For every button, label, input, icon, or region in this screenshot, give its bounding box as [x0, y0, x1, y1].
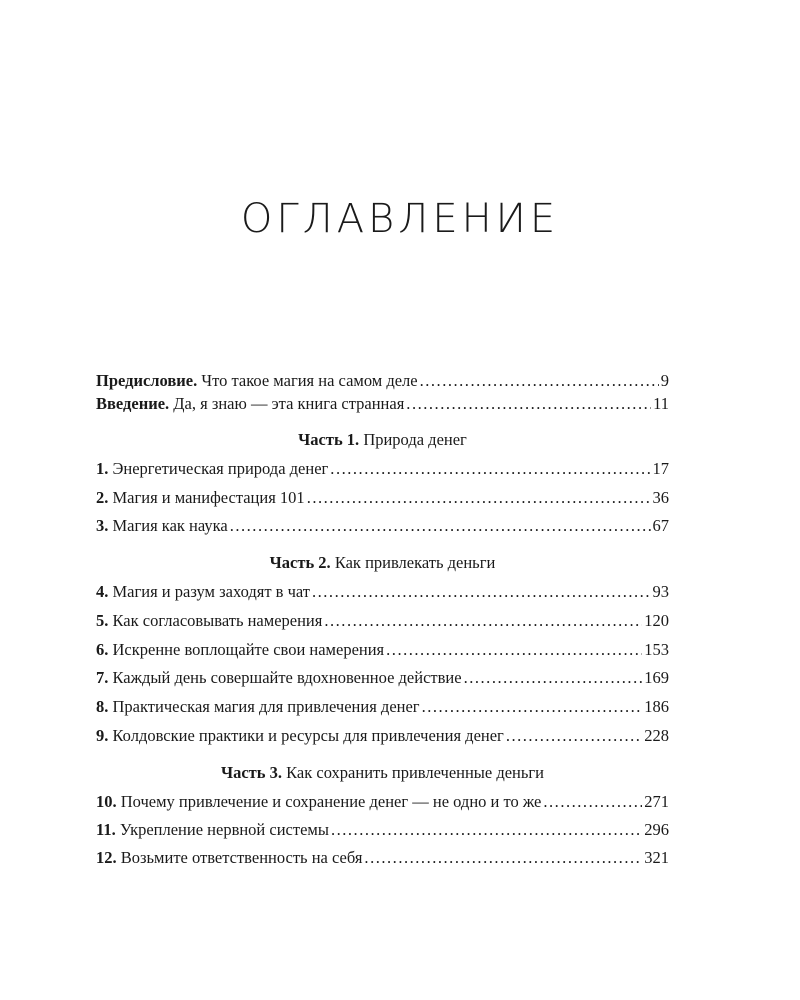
- page-number: 228: [644, 726, 669, 745]
- page-number: 296: [644, 820, 669, 839]
- page-number: 271: [644, 792, 669, 811]
- chapter-number: 1.: [96, 459, 109, 478]
- dot-leader: [422, 697, 643, 717]
- entry-title: [96, 394, 404, 414]
- entry-text: Колдовские практики и ресурсы для привлечения денег: [112, 726, 504, 745]
- dot-leader: [324, 611, 642, 631]
- entry-text: Возьмите ответственность на себя: [120, 848, 363, 867]
- toc-entry-chapter-11[interactable]: [96, 820, 669, 840]
- toc-entry-chapter-10[interactable]: [96, 792, 669, 812]
- page-title: ОГЛАВЛЕНИЕ: [240, 196, 560, 242]
- toc-entry-chapter-9[interactable]: [96, 726, 669, 746]
- dot-leader: [420, 371, 659, 391]
- part-heading-3: [96, 763, 669, 783]
- toc-entry-chapter-8[interactable]: [96, 697, 669, 717]
- dot-leader: [331, 820, 642, 840]
- entry-title: [96, 640, 384, 660]
- entry-title: [96, 668, 462, 688]
- chapter-number: 10.: [96, 792, 117, 811]
- page-number: 169: [644, 668, 669, 687]
- toc-entry-chapter-1[interactable]: [96, 459, 669, 479]
- dot-leader: [386, 640, 642, 660]
- toc-entry-chapter-3[interactable]: [96, 516, 669, 536]
- toc-entry-chapter-7[interactable]: [96, 668, 669, 688]
- part-label: Часть 2.: [269, 553, 331, 572]
- dot-leader: [312, 582, 651, 602]
- page-number: 120: [644, 611, 669, 630]
- entry-title: [96, 697, 420, 717]
- table-of-contents: [96, 0, 669, 1000]
- entry-title: [96, 516, 228, 536]
- part-text: Природа денег: [363, 430, 467, 449]
- chapter-number: 12.: [96, 848, 117, 867]
- entry-title: [96, 459, 328, 479]
- entry-text: Магия как наука: [112, 516, 228, 535]
- dot-leader: [330, 459, 650, 479]
- page-number: 67: [652, 516, 669, 535]
- entry-text: Да, я знаю — эта книга странная: [173, 394, 405, 413]
- chapter-number: 3.: [96, 516, 109, 535]
- dot-leader: [230, 516, 651, 536]
- chapter-number: 6.: [96, 640, 109, 659]
- dot-leader: [464, 668, 643, 688]
- entry-title: [96, 848, 362, 868]
- entry-title: [96, 582, 310, 602]
- entry-title: [96, 488, 305, 508]
- part-heading-1: [96, 430, 669, 450]
- toc-entry-chapter-6[interactable]: [96, 640, 669, 660]
- entry-text: Укрепление нервной системы: [119, 820, 329, 839]
- chapter-number: 8.: [96, 697, 109, 716]
- chapter-number: 5.: [96, 611, 109, 630]
- toc-entry-chapter-4[interactable]: [96, 582, 669, 602]
- entry-title: [96, 611, 322, 631]
- page-number: 11: [653, 394, 669, 413]
- entry-title: [96, 820, 329, 840]
- entry-text: Энергетическая природа денег: [112, 459, 329, 478]
- entry-title: [96, 371, 418, 391]
- entry-text: Магия и манифестация 101: [112, 488, 305, 507]
- page-number: 153: [644, 640, 669, 659]
- part-heading-2: [96, 553, 669, 573]
- page-number: 186: [644, 697, 669, 716]
- entry-text: Каждый день совершайте вдохновенное действие: [112, 668, 462, 687]
- entry-text: Почему привлечение и сохранение денег — не одно и то же: [120, 792, 542, 811]
- part-text: Как сохранить привлеченные деньги: [286, 763, 545, 782]
- entry-title: [96, 726, 504, 746]
- dot-leader: [543, 792, 642, 812]
- dot-leader: [406, 394, 651, 414]
- page-number: 321: [644, 848, 669, 867]
- page-number: 93: [652, 582, 669, 601]
- toc-entry-chapter-5[interactable]: [96, 611, 669, 631]
- chapter-number: 4.: [96, 582, 109, 601]
- entry-title: [96, 792, 541, 812]
- chapter-number: 11.: [96, 820, 116, 839]
- entry-text: Магия и разум заходят в чат: [112, 582, 310, 601]
- part-label: Часть 1.: [298, 430, 360, 449]
- part-text: Как привлекать деньги: [334, 553, 496, 572]
- chapter-number: 7.: [96, 668, 109, 687]
- page-number: 17: [652, 459, 669, 478]
- dot-leader: [364, 848, 642, 868]
- dot-leader: [307, 488, 651, 508]
- entry-label: Предисловие.: [96, 371, 198, 390]
- entry-text: Как согласовывать намерения: [112, 611, 323, 630]
- chapter-number: 9.: [96, 726, 109, 745]
- page-number: 9: [660, 371, 669, 390]
- page-number: 36: [652, 488, 669, 507]
- dot-leader: [506, 726, 642, 746]
- toc-entry-preface[interactable]: [96, 371, 669, 391]
- chapter-number: 2.: [96, 488, 109, 507]
- entry-text: Искренне воплощайте свои намерения: [112, 640, 385, 659]
- entry-text: Практическая магия для привлечения денег: [112, 697, 420, 716]
- entry-label: Введение.: [96, 394, 170, 413]
- part-label: Часть 3.: [220, 763, 282, 782]
- toc-entry-introduction[interactable]: [96, 394, 669, 414]
- toc-entry-chapter-2[interactable]: [96, 488, 669, 508]
- toc-entry-chapter-12[interactable]: [96, 848, 669, 868]
- entry-text: Что такое магия на самом деле: [201, 371, 418, 390]
